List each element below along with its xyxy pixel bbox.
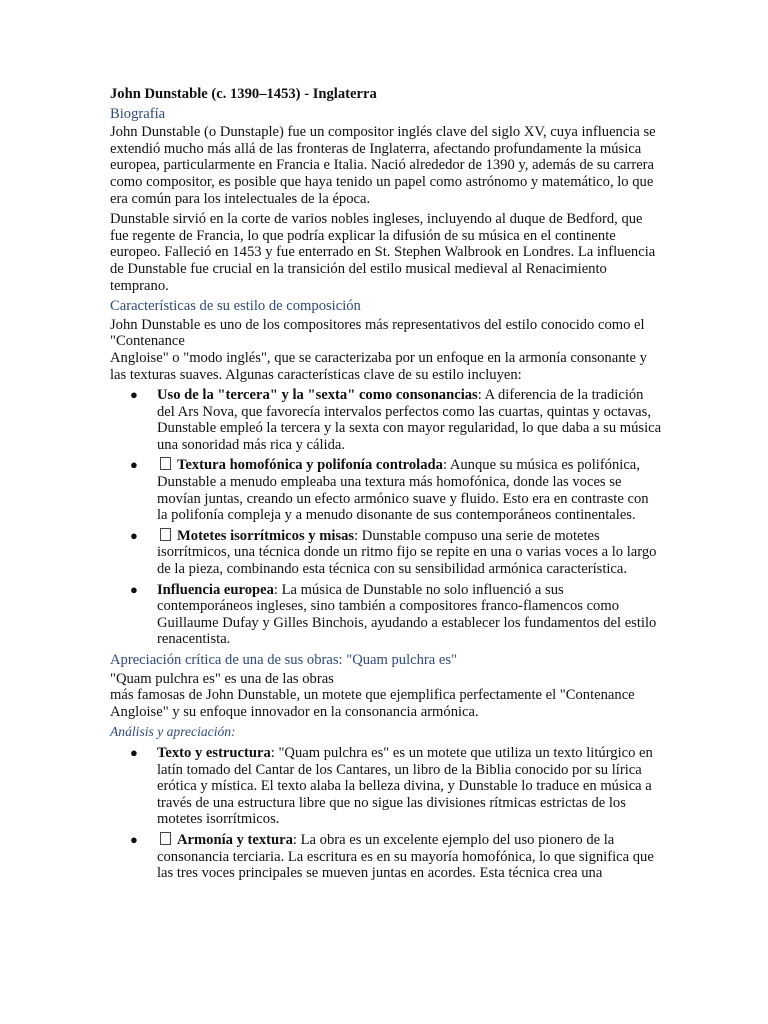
item-term: Influencia europea: [157, 581, 274, 598]
item-term: Uso de la "tercera" y la "sexta" como consonancias: [157, 387, 478, 404]
item-text: : A diferencia de la tradición del Ars Nova, que favorecía intervalos perfectos como las cuartas, quintas y octavas, Dunstable empleó la tercera y la sexta con mayor regularidad, lo que daba a su música una sonoridad más rica y cálida.: [157, 387, 662, 453]
appreciation-intro-line: "Quam pulchra es" es una de las obras: [110, 670, 334, 687]
bullet-icon: ●: [130, 744, 138, 760]
item-term: Texto y estructura: [157, 744, 271, 761]
list-item: [110, 457, 662, 523]
bullet-icon: ●: [130, 527, 138, 543]
missing-glyph-icon: [160, 528, 171, 541]
bullet-icon: ●: [130, 831, 138, 847]
appreciation-heading: Apreciación crítica de una de sus obras: "Quam pulchra es": [110, 652, 458, 668]
document-title: John Dunstable (c. 1390–1453) - Inglaterra: [110, 86, 377, 102]
item-term: Motetes isorrítmicos y misas: [177, 527, 355, 544]
missing-glyph-icon: [160, 832, 171, 845]
list-item: [110, 745, 662, 828]
style-intro-line: John Dunstable es uno de los compositores más representativos del estilo conocido como el "Contenance: [110, 316, 645, 350]
list-item: [110, 387, 662, 453]
style-list: [110, 387, 662, 648]
item-text: : Aunque su música es polifónica, Dunstable a menudo empleaba una textura más homofónica, donde las voces se movían juntas, creando un efecto armónico suave y fluido. Esto era en contraste con la polifonía compleja y a menudo disonante de sus contemporáneos continentales.: [157, 457, 649, 524]
item-term: Armonía y textura: [177, 831, 293, 848]
bullet-icon: ●: [130, 457, 138, 473]
bullet-icon: ●: [130, 387, 138, 403]
style-heading: Características de su estilo de composición: [110, 298, 361, 315]
missing-glyph-icon: [160, 457, 171, 470]
item-term: Textura homofónica y polifonía controlada: [177, 457, 443, 474]
appreciation-intro-line: más famosas de John Dunstable, un motete que ejemplifica perfectamente el "Contenance Angloise" y su enfoque innovador en la consonancia armónica.: [110, 687, 635, 720]
biography-paragraph: John Dunstable (o Dunstaple) fue un compositor inglés clave del siglo XV, cuya influencia se extendió mucho más allá de las fronteras de Inglaterra, afectando profundamente la música europea, particularmente en Francia e Italia. Nació alrededor de 1390 y, además de su carrera como compositor, es posible que haya tenido un papel como astrónomo y matemático, lo que era común para los intelectuales de la época.: [110, 124, 656, 207]
item-text: : La obra es un excelente ejemplo del uso pionero de la consonancia terciaria. La escritura es en su mayoría homofónica, lo que significa que las tres voces principales se mueven juntas en acordes. Esta técnica crea una: [157, 831, 654, 882]
item-text: : "Quam pulchra es" es un motete que utiliza un texto litúrgico en latín tomado del Cantar de los Cantares, un libro de la Biblia conocido por su lírica erótica y mística. El texto alaba la belleza divina, y Dunstable lo traduce en música a través de una estructura libre que no sigue las divisiones rítmicas estrictas de los motetes isorrítmicos.: [157, 744, 653, 828]
bullet-icon: ●: [130, 581, 138, 597]
analysis-subheading: Análisis y apreciación:: [110, 724, 236, 740]
document-body: [110, 82, 662, 886]
list-item: [110, 528, 662, 578]
item-text: : Dunstable compuso una serie de motetes isorrítmicos, una técnica donde un ritmo fijo se repite en una o varias voces a lo largo de la pieza, combinando esta técnica con su sensibilidad armónica característica.: [157, 527, 657, 578]
list-item: [110, 582, 662, 648]
list-item: [110, 832, 662, 882]
item-text: : La música de Dunstable no solo influenció a sus contemporáneos ingleses, sino también a compositores franco-flamencos como Guillaume Dufay y Gilles Binchois, ayudando a establecer los fundamentos del estilo renacentista.: [157, 581, 657, 648]
analysis-list: [110, 745, 662, 882]
biography-heading: Biografía: [110, 105, 166, 122]
biography-paragraph: Dunstable sirvió en la corte de varios nobles ingleses, incluyendo al duque de Bedford, que fue regente de Francia, lo que podría explicar la difusión de su música en el continente europeo. Falleció en 1453 y fue enterrado en St. Stephen Walbrook en Londres. La influencia de Dunstable fue crucial en la transición del estilo musical medieval al Renacimiento temprano.: [110, 211, 656, 294]
style-intro-line: Angloise" o "modo inglés", que se caracterizaba por un enfoque en la armonía consonante y las texturas suaves. Algunas características clave de su estilo incluyen:: [110, 349, 647, 383]
